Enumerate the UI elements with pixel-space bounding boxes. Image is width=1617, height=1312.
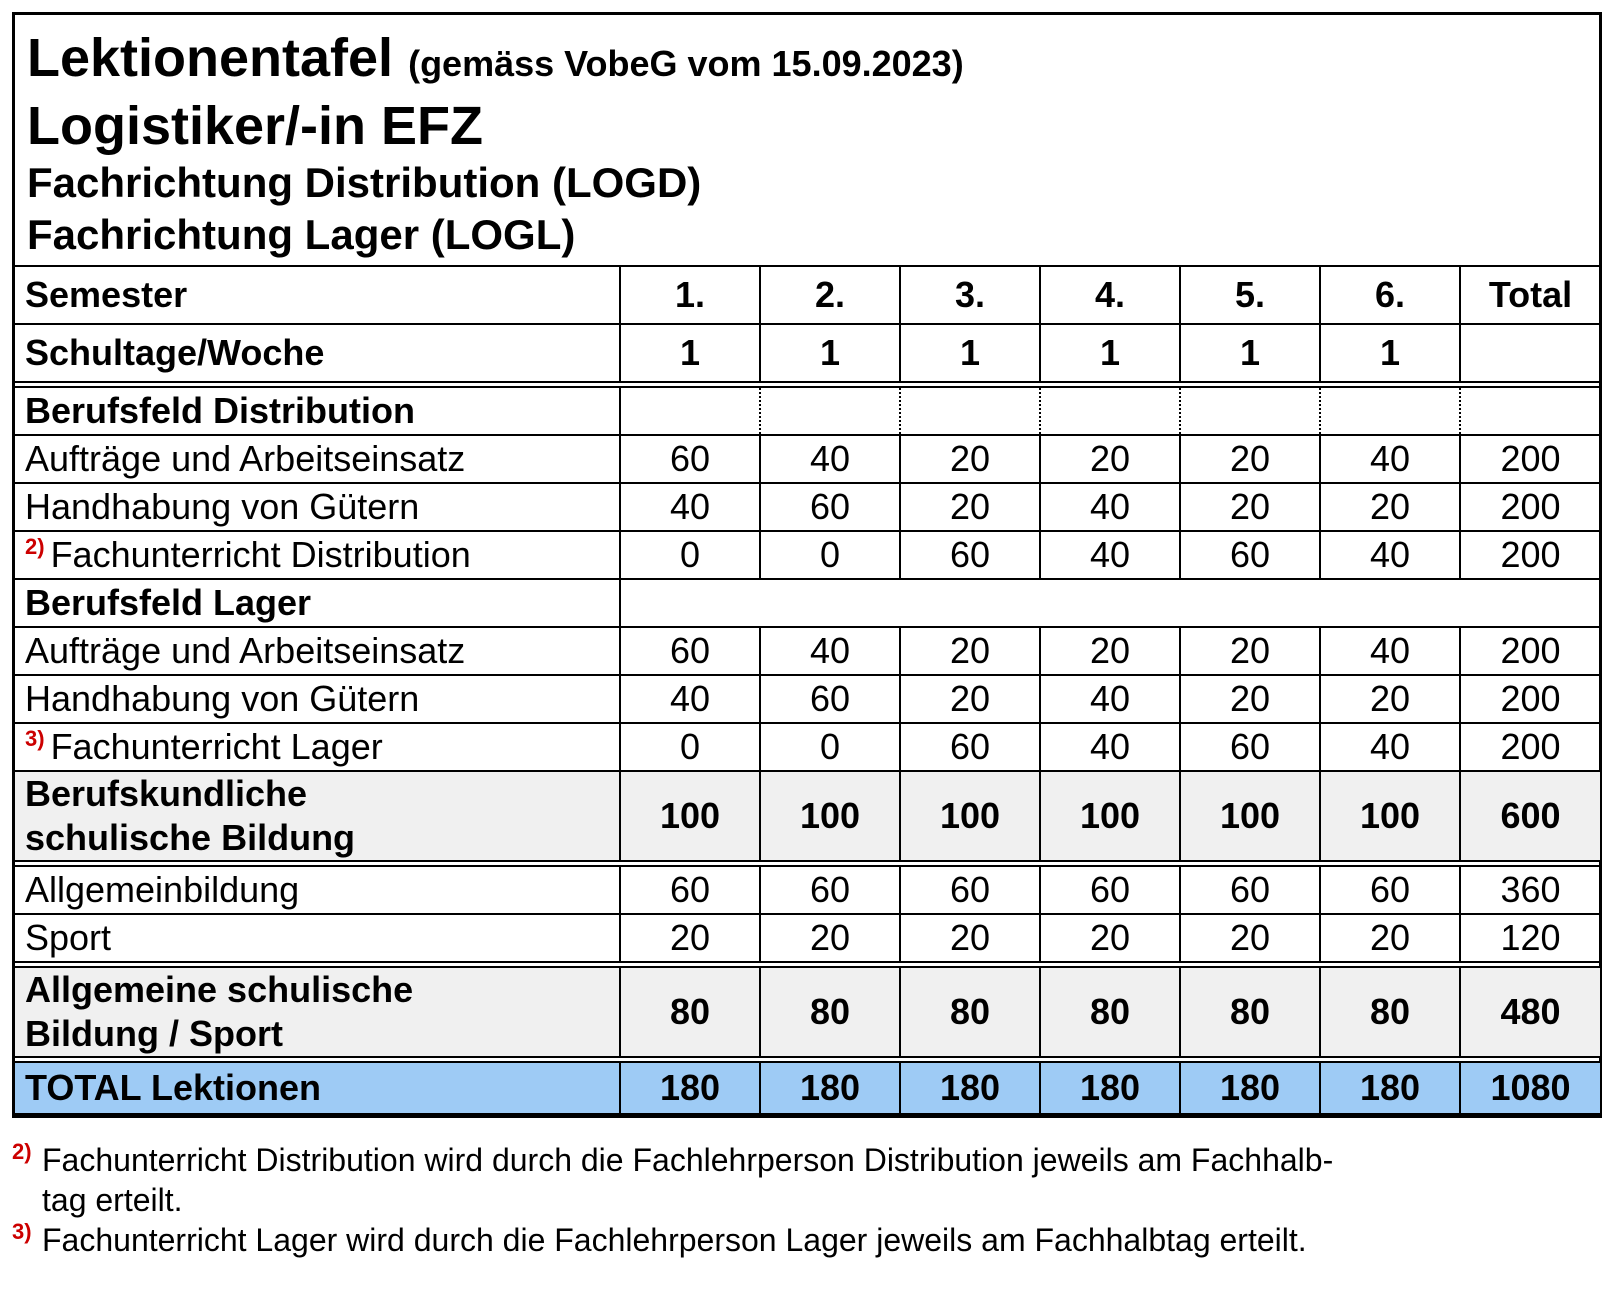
footnote-marker: 3) — [25, 726, 45, 751]
schooldays-label: Schultage/Woche — [15, 324, 620, 385]
value-cell: 60 — [620, 864, 760, 915]
schooldays-row — [15, 324, 1600, 385]
total-value-cell: 180 — [1320, 1060, 1460, 1115]
value-cell: 40 — [1320, 723, 1460, 771]
sum-label — [15, 771, 620, 864]
value-cell: 20 — [1040, 627, 1180, 675]
semester-cell: 4. — [1040, 267, 1180, 324]
total-cell: 200 — [1460, 675, 1600, 723]
table-row — [15, 435, 1600, 483]
value-cell: 20 — [1180, 675, 1320, 723]
value-cell: 0 — [620, 531, 760, 579]
total-value-cell: 180 — [620, 1060, 760, 1115]
sum-cell: 100 — [1040, 771, 1180, 864]
semester-cell: 6. — [1320, 267, 1460, 324]
sum-total-cell: 480 — [1460, 965, 1600, 1060]
table-row — [15, 723, 1600, 771]
schooldays-cell: 1 — [1040, 324, 1180, 385]
total-cell: 360 — [1460, 864, 1600, 915]
row-label — [15, 531, 620, 579]
value-cell: 20 — [1180, 435, 1320, 483]
value-cell: 20 — [620, 914, 760, 965]
value-cell: 20 — [900, 435, 1040, 483]
grand-total-cell: 1080 — [1460, 1060, 1600, 1115]
sum-cell: 100 — [760, 771, 900, 864]
semester-label: Semester — [15, 267, 620, 324]
value-cell: 60 — [760, 675, 900, 723]
sum-label-line: Allgemeine schulische — [25, 969, 414, 1010]
schooldays-cell — [1460, 324, 1600, 385]
value-cell: 20 — [900, 675, 1040, 723]
row-label: Aufträge und Arbeitseinsatz — [15, 435, 620, 483]
value-cell: 40 — [1320, 531, 1460, 579]
table-row — [15, 675, 1600, 723]
value-cell: 60 — [900, 723, 1040, 771]
value-cell: 40 — [1040, 531, 1180, 579]
lesson-table-sheet — [12, 12, 1602, 1118]
value-cell: 20 — [1180, 914, 1320, 965]
value-cell: 60 — [900, 531, 1040, 579]
section-label: Berufsfeld Lager — [15, 579, 620, 627]
value-cell: 40 — [760, 627, 900, 675]
table-row — [15, 864, 1600, 915]
page-subtitle: (gemäss VobeG vom 15.09.2023) — [408, 43, 964, 84]
row-label-text: Fachunterricht Lager — [50, 726, 383, 767]
value-cell: 20 — [900, 627, 1040, 675]
semester-cell: 2. — [760, 267, 900, 324]
sum-cell: 80 — [900, 965, 1040, 1060]
section-header-lager — [15, 579, 1600, 627]
sum-cell: 80 — [620, 965, 760, 1060]
value-cell: 20 — [1180, 483, 1320, 531]
footnote-marker: 2) — [25, 534, 45, 559]
row-label: Allgemeinbildung — [15, 864, 620, 915]
value-cell: 60 — [760, 864, 900, 915]
total-cell: 200 — [1460, 627, 1600, 675]
sum-cell: 100 — [1320, 771, 1460, 864]
footnote-text: tag erteilt. — [42, 1182, 183, 1218]
branch-distribution: Fachrichtung Distribution (LOGD) — [27, 159, 702, 206]
sum-cell: 100 — [900, 771, 1040, 864]
total-cell: 200 — [1460, 435, 1600, 483]
total-value-cell: 180 — [900, 1060, 1040, 1115]
footnotes — [12, 1140, 1592, 1260]
value-cell: 60 — [1180, 723, 1320, 771]
row-label-text: Fachunterricht Distribution — [50, 534, 471, 575]
footnote — [12, 1140, 1592, 1220]
value-cell: 40 — [620, 483, 760, 531]
sum-cell: 100 — [620, 771, 760, 864]
value-cell: 60 — [760, 483, 900, 531]
value-cell: 20 — [1040, 914, 1180, 965]
sum-cell: 80 — [1180, 965, 1320, 1060]
value-cell: 20 — [1040, 435, 1180, 483]
total-value-cell: 180 — [760, 1060, 900, 1115]
value-cell: 20 — [1320, 675, 1460, 723]
total-cell: 120 — [1460, 914, 1600, 965]
row-label: Aufträge und Arbeitseinsatz — [15, 627, 620, 675]
value-cell: 60 — [1040, 864, 1180, 915]
value-cell: 0 — [760, 723, 900, 771]
sum-label-line: Berufskundliche — [25, 773, 308, 814]
semester-cell: 5. — [1180, 267, 1320, 324]
schooldays-cell: 1 — [900, 324, 1040, 385]
value-cell: 20 — [1320, 483, 1460, 531]
total-cell: 200 — [1460, 483, 1600, 531]
sum-cell: 80 — [1040, 965, 1180, 1060]
page-title: Lektionentafel — [27, 28, 394, 88]
allgemein-sum-row — [15, 965, 1600, 1060]
value-cell: 40 — [620, 675, 760, 723]
value-cell: 20 — [1180, 627, 1320, 675]
section-header-distribution — [15, 385, 1600, 436]
value-cell: 20 — [900, 914, 1040, 965]
section-label: Berufsfeld Distribution — [15, 385, 620, 436]
footnote-text: Fachunterricht Distribution wird durch die Fachlehrperson Distribution jeweils am Fachhalb- — [42, 1142, 1334, 1178]
sum-total-cell: 600 — [1460, 771, 1600, 864]
footnote-marker: 3) — [12, 1219, 32, 1244]
value-cell: 0 — [620, 723, 760, 771]
value-cell: 40 — [1040, 483, 1180, 531]
value-cell: 60 — [1180, 864, 1320, 915]
value-cell: 60 — [1180, 531, 1320, 579]
table-row — [15, 531, 1600, 579]
total-value-cell: 180 — [1180, 1060, 1320, 1115]
row-label — [15, 723, 620, 771]
sum-label-line: Bildung / Sport — [25, 1013, 283, 1054]
schooldays-cell: 1 — [1180, 324, 1320, 385]
row-label: Sport — [15, 914, 620, 965]
value-cell: 40 — [1320, 627, 1460, 675]
semester-cell: 1. — [620, 267, 760, 324]
table-row — [15, 914, 1600, 965]
value-cell: 40 — [1040, 723, 1180, 771]
branch-lager: Fachrichtung Lager (LOGL) — [27, 211, 576, 258]
sum-cell: 80 — [760, 965, 900, 1060]
total-value-cell: 180 — [1040, 1060, 1180, 1115]
schooldays-cell: 1 — [1320, 324, 1460, 385]
value-cell: 60 — [620, 627, 760, 675]
total-header: Total — [1460, 267, 1600, 324]
table-row — [15, 627, 1600, 675]
lesson-table — [15, 267, 1600, 1115]
sum-cell: 100 — [1180, 771, 1320, 864]
sum-label — [15, 965, 620, 1060]
semester-row — [15, 267, 1600, 324]
value-cell: 20 — [760, 914, 900, 965]
schooldays-cell: 1 — [760, 324, 900, 385]
value-cell: 60 — [900, 864, 1040, 915]
berufskundlich-sum-row — [15, 771, 1600, 864]
footnote-text: Fachunterricht Lager wird durch die Fachlehrperson Lager jeweils am Fachhalbtag erteilt. — [42, 1222, 1307, 1258]
sum-cell: 80 — [1320, 965, 1460, 1060]
total-cell: 200 — [1460, 723, 1600, 771]
value-cell: 0 — [760, 531, 900, 579]
value-cell: 20 — [1320, 914, 1460, 965]
value-cell: 40 — [1320, 435, 1460, 483]
value-cell: 40 — [1040, 675, 1180, 723]
sum-label-line: schulische Bildung — [25, 817, 356, 858]
value-cell: 60 — [620, 435, 760, 483]
table-row — [15, 483, 1600, 531]
schooldays-cell: 1 — [620, 324, 760, 385]
value-cell: 20 — [900, 483, 1040, 531]
value-cell: 60 — [1320, 864, 1460, 915]
total-label: TOTAL Lektionen — [15, 1060, 620, 1115]
value-cell: 40 — [760, 435, 900, 483]
document-header — [15, 15, 1599, 267]
row-label: Handhabung von Gütern — [15, 483, 620, 531]
semester-cell: 3. — [900, 267, 1040, 324]
total-cell: 200 — [1460, 531, 1600, 579]
footnote — [12, 1220, 1592, 1260]
total-row — [15, 1060, 1600, 1115]
row-label: Handhabung von Gütern — [15, 675, 620, 723]
footnote-marker: 2) — [12, 1139, 32, 1164]
profession-title: Logistiker/-in EFZ — [27, 96, 484, 156]
